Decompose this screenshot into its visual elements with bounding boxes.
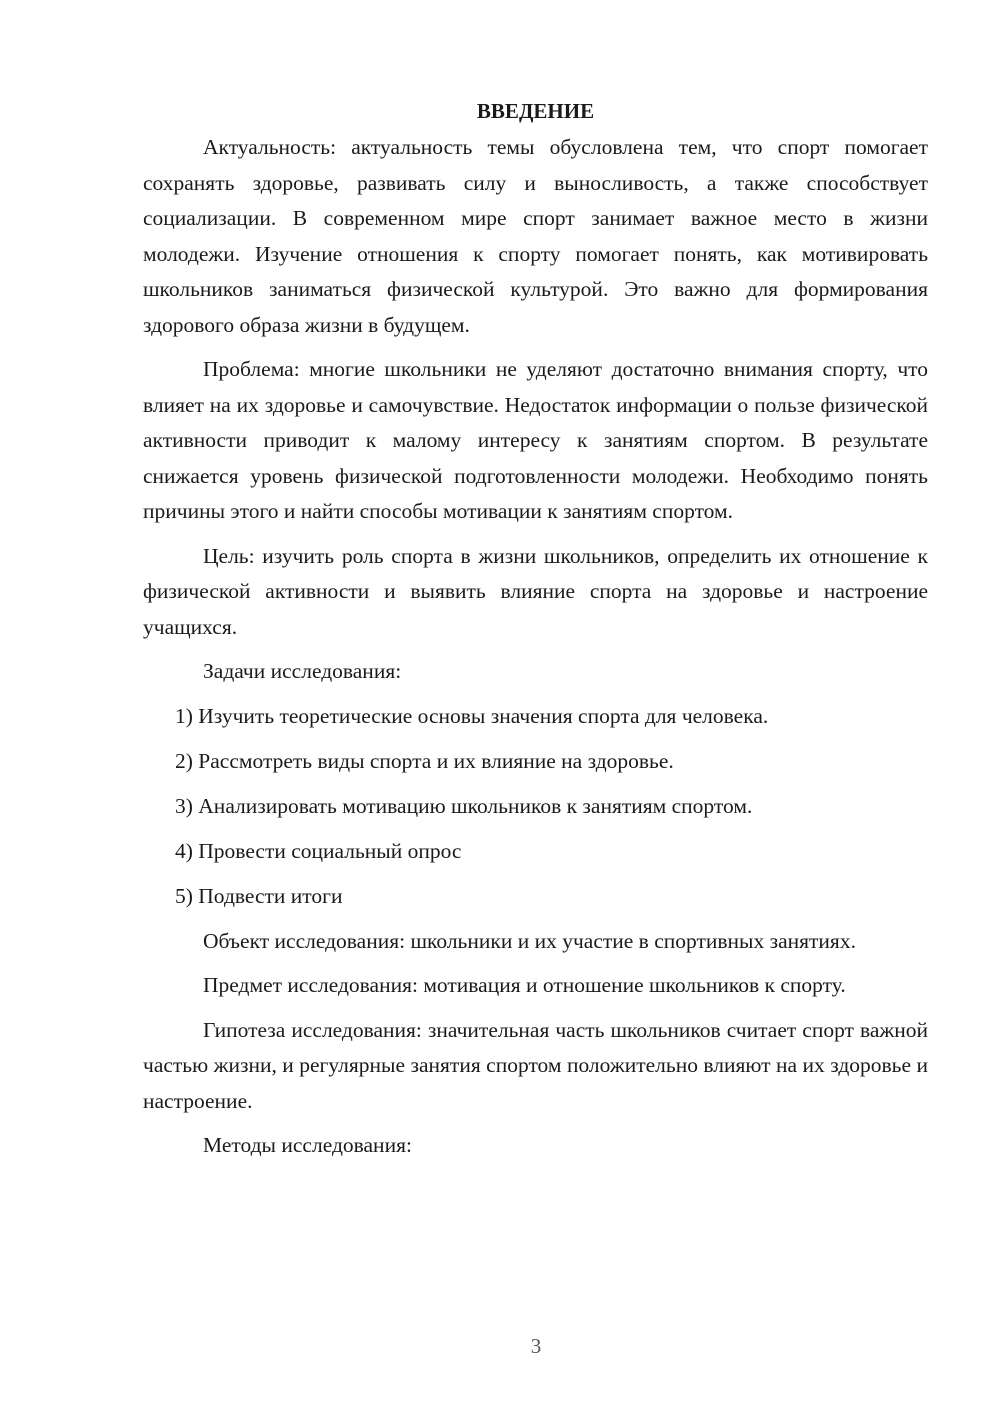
list-item: 4) Провести социальный опрос <box>175 838 462 863</box>
methods-label: Методы исследования: <box>203 1133 412 1157</box>
list-item: 3) Анализировать мотивацию школьников к занятиям спортом. <box>175 793 753 818</box>
relevance-paragraph: Актуальность: актуальность темы обусловлена тем, что спорт помогает сохранять здоровье, развивать силу и выносливость, а также способствует социализации. В современном мире спорт занимает важное место в жизни молодежи. Изучение отношения к спорту помогает понять, как мотивировать школьников заниматься физической культурой. Это важно для формирования здорового образа жизни в будущем. <box>143 135 928 337</box>
hypothesis-paragraph: Гипотеза исследования: значительная часть школьников считает спорт важной частью жизни, и регулярные занятия спортом положительно влияют на их здоровье и настроение. <box>143 1017 928 1113</box>
goal-paragraph: Цель: изучить роль спорта в жизни школьников, определить их отношение к физической активности и выявить влияние спорта на здоровье и настроение учащихся. <box>143 543 928 639</box>
list-item: 5) Подвести итоги <box>175 883 343 908</box>
list-item: 2) Рассмотреть виды спорта и их влияние на здоровье. <box>175 748 674 773</box>
subject-paragraph: Предмет исследования: мотивация и отношение школьников к спорту. <box>203 973 846 997</box>
document-page <box>143 96 928 1173</box>
page-number: 3 <box>530 1334 542 1358</box>
section-heading: ВВЕДЕНИЕ <box>476 99 595 123</box>
tasks-label: Задачи исследования: <box>203 659 402 683</box>
problem-paragraph: Проблема: многие школьники не уделяют достаточно внимания спорту, что влияет на их здоровье и самочувствие. Недостаток информации о пользе физической активности приводит к малому интересу к занятиям спортом. В результате снижается уровень физической подготовленности молодежи. Необходимо понять причины этого и найти способы мотивации к занятиям спортом. <box>143 357 928 523</box>
list-item: 1) Изучить теоретические основы значения спорта для человека. <box>175 703 769 728</box>
tasks-list <box>143 699 928 915</box>
object-paragraph: Объект исследования: школьники и их участие в спортивных занятиях. <box>203 928 856 953</box>
